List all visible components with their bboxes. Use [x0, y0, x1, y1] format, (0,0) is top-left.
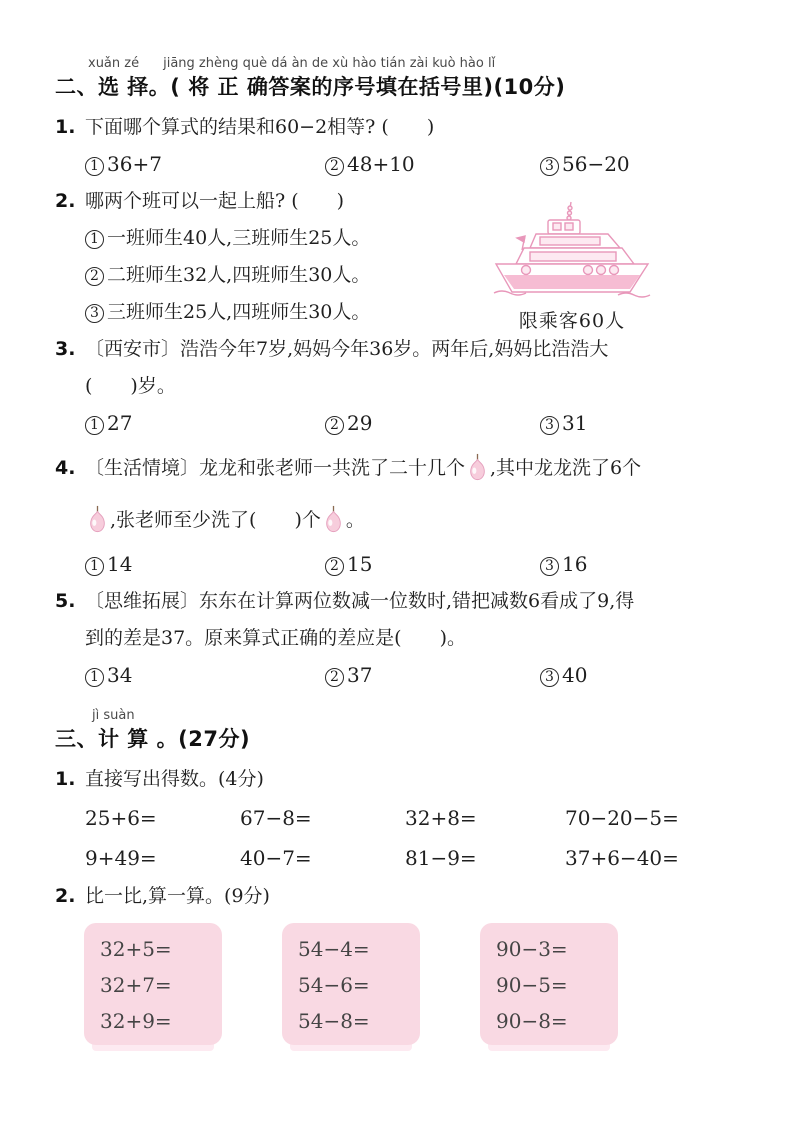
question-3-options	[55, 405, 745, 442]
option: 2 48+10	[325, 146, 540, 183]
equation: 9+49=	[85, 846, 157, 870]
question-1-number: 1.	[55, 116, 76, 138]
equation: 25+6=	[85, 806, 157, 830]
question-5-options	[55, 657, 745, 694]
question-3-line2: ( )岁。	[85, 375, 176, 397]
circled-number: 3	[540, 157, 559, 176]
circled-number: 1	[85, 557, 104, 576]
question-4	[55, 442, 745, 494]
equation: 32+9=	[100, 1009, 172, 1033]
equation: 32+7=	[100, 973, 172, 997]
circled-number: 3	[540, 668, 559, 687]
equation: 32+8=	[405, 806, 477, 830]
calc-sub2-number: 2.	[55, 885, 76, 907]
question-4-options	[55, 546, 745, 583]
equation: 40−7=	[240, 846, 312, 870]
circled-number: 1	[85, 157, 104, 176]
pear-icon	[322, 505, 345, 533]
circled-number: 2	[85, 267, 104, 286]
question-1-text: 下面哪个算式的结果和60−2相等? ( )	[85, 116, 435, 138]
option: 2 29	[325, 405, 540, 442]
option: 3 56−20	[540, 146, 745, 183]
circled-number: 3	[540, 557, 559, 576]
calc-sub1-title: 1. 直接写出得数。(4分)	[55, 761, 745, 798]
question-2-item-1: 1 一班师生40人,三班师生25人。	[55, 220, 745, 257]
question-4-line2: ,张老师至少洗了( )个 。	[55, 494, 745, 546]
ship-illustration	[487, 200, 657, 333]
equation: 70−20−5=	[565, 806, 679, 830]
circled-number: 3	[540, 416, 559, 435]
question-5-line1: 〔思维拓展〕东东在计算两位数减一位数时,错把减数6看成了9,得	[85, 590, 635, 612]
equation: 90−3=	[496, 937, 568, 961]
question-2-number: 2.	[55, 190, 76, 212]
option: 1 34	[85, 657, 325, 694]
equation: 67−8=	[240, 806, 312, 830]
equation: 90−5=	[496, 973, 568, 997]
calc-row-1	[55, 798, 745, 838]
equation-boxes	[55, 923, 745, 1045]
equation-box-3	[480, 923, 618, 1045]
circled-number: 3	[85, 304, 104, 323]
pinyin-jisuan: jì suàn	[92, 708, 135, 723]
pear-icon	[86, 505, 109, 533]
option: 3 31	[540, 405, 745, 442]
circled-number: 1	[85, 668, 104, 687]
circled-number: 2	[325, 416, 344, 435]
circled-number: 2	[325, 157, 344, 176]
question-1	[55, 109, 745, 146]
option: 2 37	[325, 657, 540, 694]
calc-sub1-number: 1.	[55, 768, 76, 790]
calc-sub2-title: 2. 比一比,算一算。(9分)	[55, 878, 745, 915]
option: 1 14	[85, 546, 325, 583]
equation-box-1	[84, 923, 222, 1045]
question-5-line2: 到的差是37。原来算式正确的差应是( )。	[85, 627, 467, 649]
question-2-item-3: 3 三班师生25人,四班师生30人。	[55, 294, 745, 331]
option: 3 40	[540, 657, 745, 694]
equation: 32+5=	[100, 937, 172, 961]
pinyin-line-choice	[55, 56, 745, 74]
section-calc-heading: 三、计 算 。(27分)	[55, 727, 251, 751]
pinyin-xuanze: xuǎn zé	[88, 56, 140, 71]
pear-icon	[466, 453, 489, 481]
pinyin-instruction: jiāng zhèng què dá àn de xù hào tián zài kuò hào lǐ	[163, 56, 496, 71]
equation-box-2	[282, 923, 420, 1045]
question-3	[55, 331, 745, 368]
question-1-options	[55, 146, 745, 183]
option: 2 15	[325, 546, 540, 583]
calc-row-2	[55, 838, 745, 878]
circled-number: 2	[325, 557, 344, 576]
question-5-number: 5.	[55, 590, 76, 612]
ship-drawing	[492, 200, 652, 300]
section-choice-heading: 二、选 择。( 将 正 确答案的序号填在括号里)(10分)	[55, 75, 566, 99]
equation: 37+6−40=	[565, 846, 679, 870]
equation: 81−9=	[405, 846, 477, 870]
question-3-line1: 〔西安市〕浩浩今年7岁,妈妈今年36岁。两年后,妈妈比浩浩大	[85, 338, 609, 360]
option: 3 16	[540, 546, 745, 583]
question-4-number: 4.	[55, 457, 76, 479]
question-3-number: 3.	[55, 338, 76, 360]
circled-number: 2	[325, 668, 344, 687]
circled-number: 1	[85, 230, 104, 249]
question-2-text: 哪两个班可以一起上船? ( )	[85, 190, 345, 212]
question-5	[55, 583, 745, 620]
ship-caption: 限乘客60人	[518, 310, 626, 332]
circled-number: 1	[85, 416, 104, 435]
equation: 54−4=	[298, 937, 370, 961]
question-2-item-2: 2 二班师生32人,四班师生30人。	[55, 257, 745, 294]
question-4-line1: 〔生活情境〕龙龙和张老师一共洗了二十几个 ,其中龙龙洗了6个	[85, 442, 641, 494]
equation: 54−8=	[298, 1009, 370, 1033]
equation: 54−6=	[298, 973, 370, 997]
equation: 90−8=	[496, 1009, 568, 1033]
option: 1 36+7	[85, 146, 325, 183]
option: 1 27	[85, 405, 325, 442]
pinyin-line-calc	[55, 708, 745, 726]
